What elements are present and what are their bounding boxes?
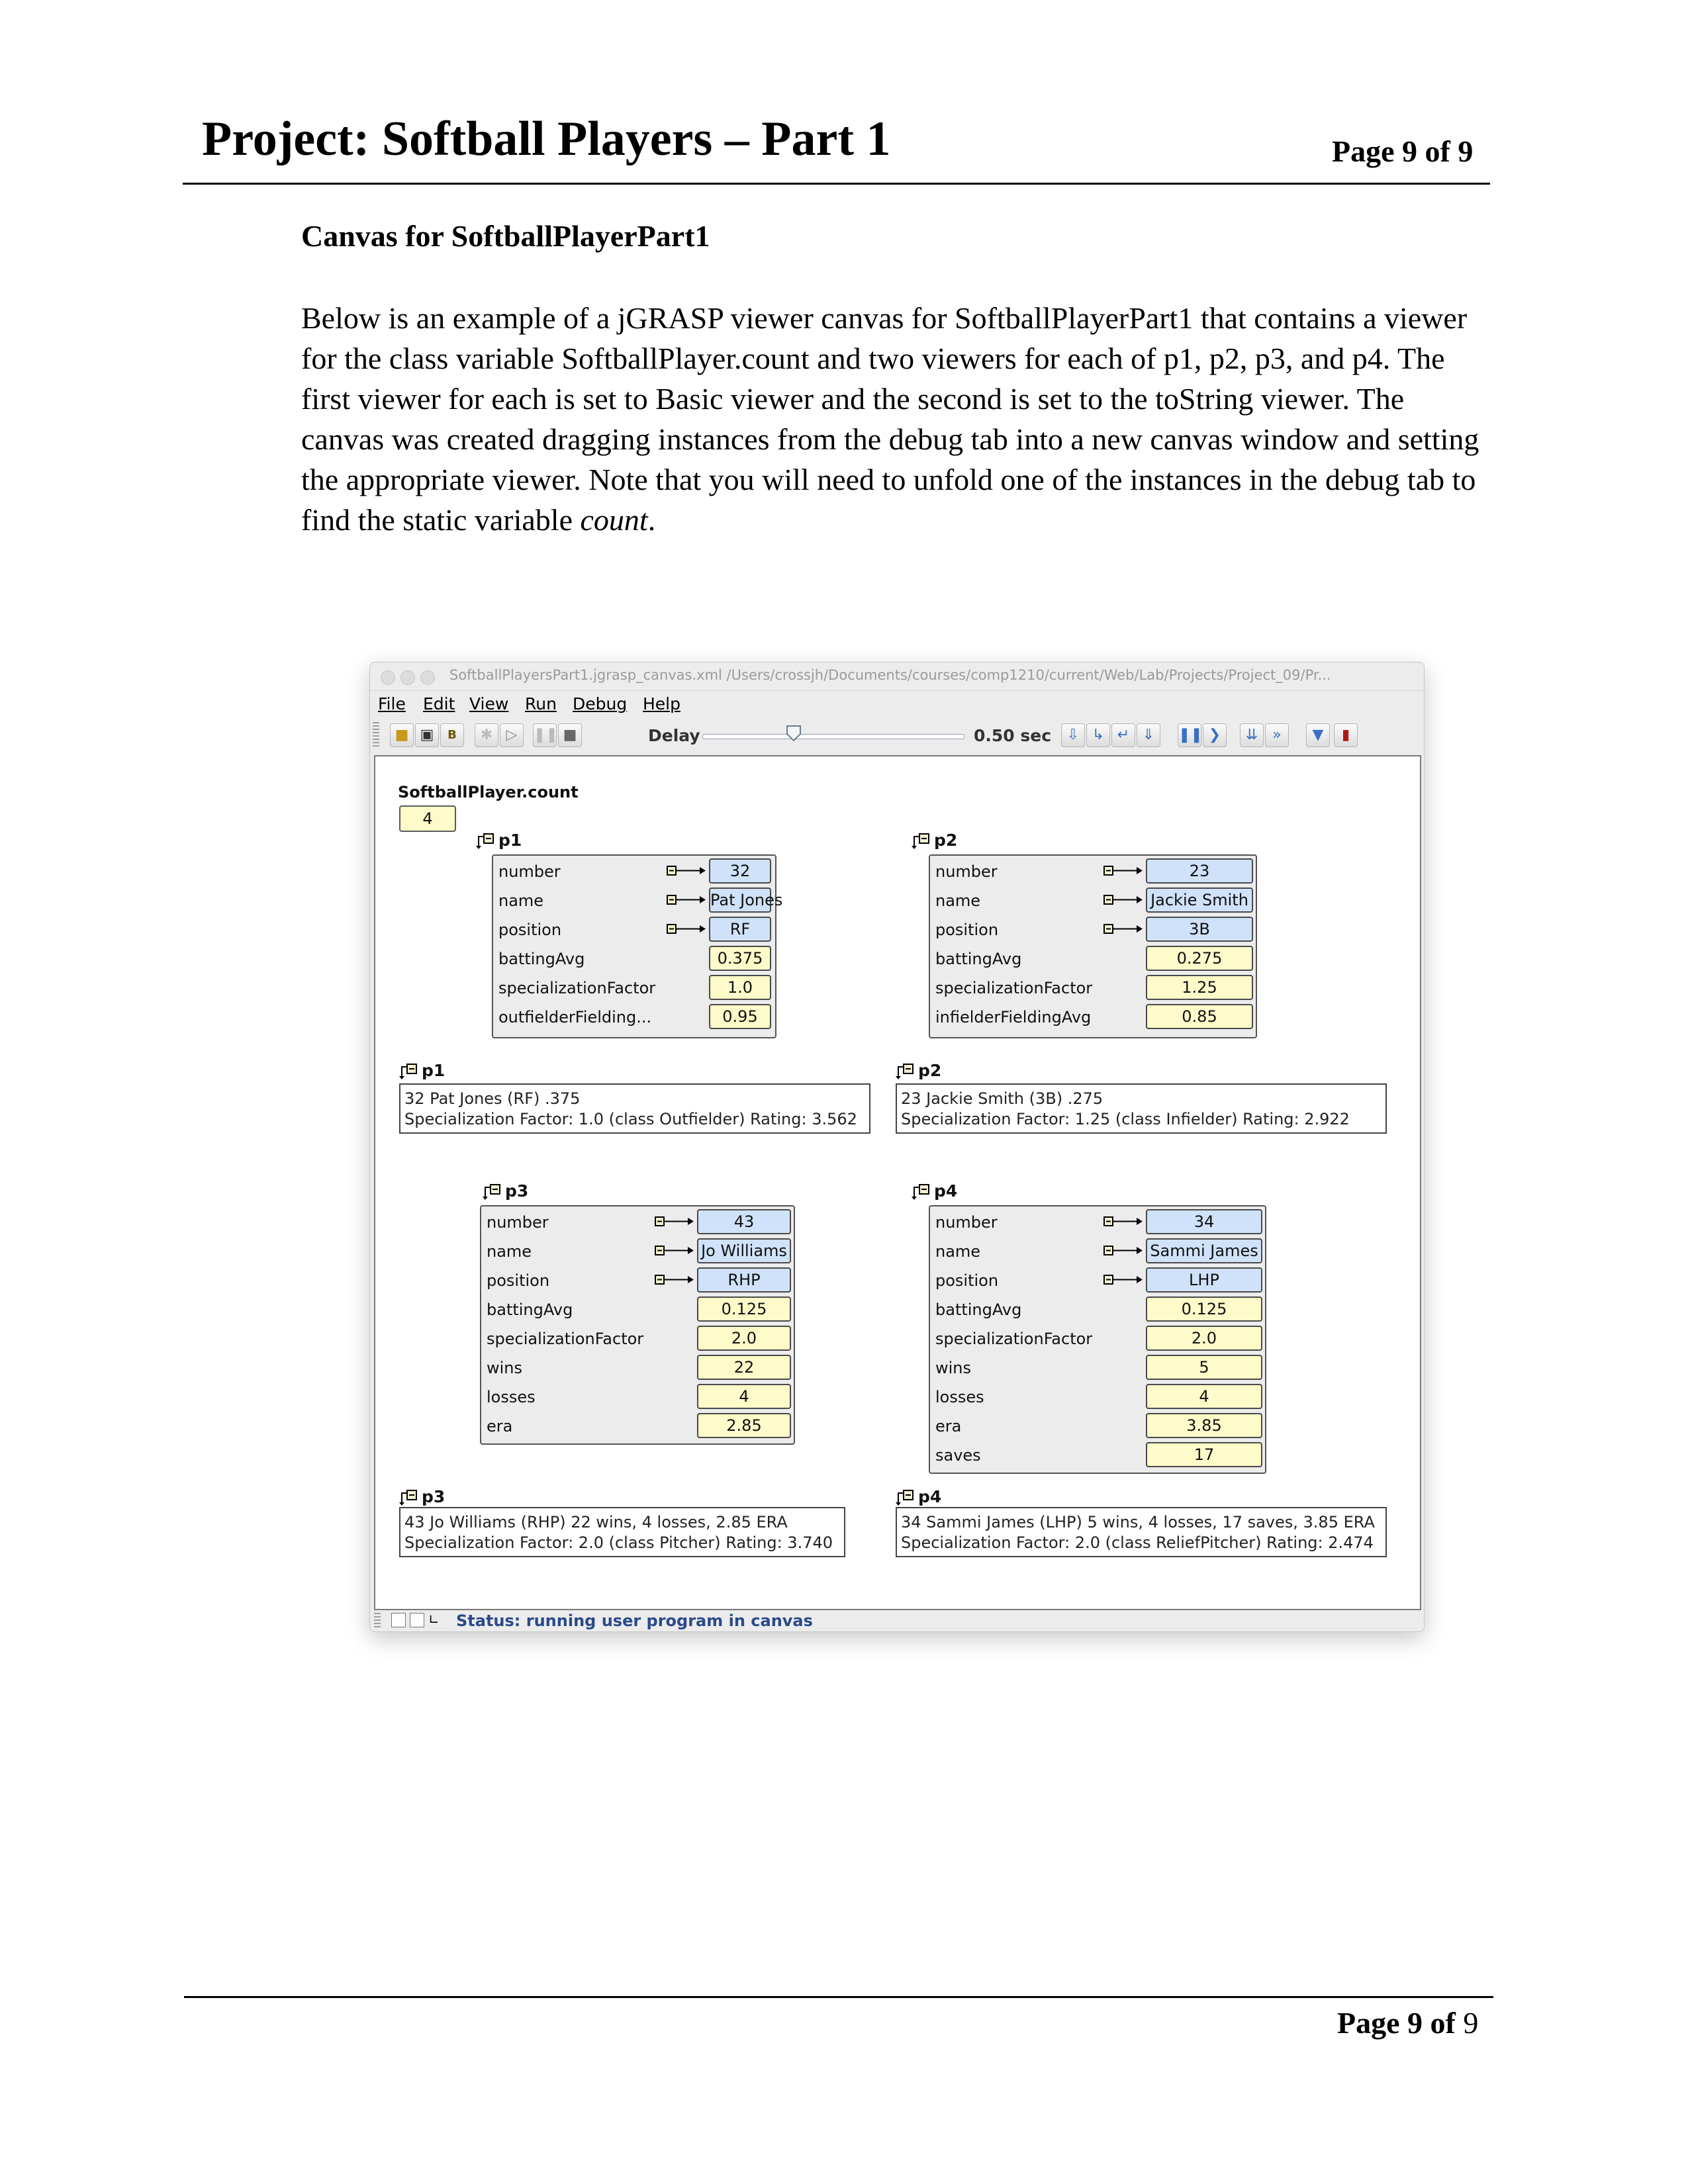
menu-help[interactable]: Help [643,694,680,713]
intro-emphasis: count [580,503,648,537]
basic-viewer-p1[interactable] [492,854,783,1038]
page-number-bottom: Page 9 of 9 [1337,2006,1479,2040]
basic-viewer-p3[interactable] [480,1205,795,1445]
field-name: number [498,862,561,881]
field-value[interactable]: 17 [1146,1442,1262,1467]
field-name: specializationFactor [935,979,1093,997]
delay-slider-thumb[interactable] [786,725,802,742]
field-name: wins [487,1359,523,1377]
viewer-drag-icon[interactable] [910,1183,934,1201]
field-value[interactable]: 2.85 [697,1413,791,1438]
viewer-label-p1-basic[interactable]: p1 [475,831,522,850]
field-value[interactable]: 1.25 [1146,975,1253,1000]
basic-viewer-p4[interactable] [929,1205,1266,1474]
suspend-icon[interactable]: ❚❚ [1178,723,1201,747]
field-row [930,1003,1256,1032]
reference-arrow-icon [655,1216,694,1228]
header-rule [183,183,1490,185]
tostring-line: Specialization Factor: 2.0 (class ReliefPitcher) Rating: 2.474 [901,1533,1374,1552]
reference-arrow-icon [1103,865,1143,877]
menu-debug[interactable]: Debug [573,694,628,713]
step-over-icon[interactable]: ⇩ [1061,723,1085,747]
intro-paragraph [301,298,1486,540]
play-icon[interactable]: ▷ [500,723,524,747]
viewer-drag-icon[interactable] [894,1063,918,1080]
viewer-drag-icon[interactable] [398,1063,422,1080]
toolbar [370,718,1424,752]
count-value[interactable]: 4 [399,805,456,832]
field-row [481,1412,794,1441]
field-name: specializationFactor [935,1330,1093,1348]
field-value[interactable]: 0.375 [709,946,771,971]
field-name: battingAvg [487,1300,573,1319]
field-name: era [487,1417,513,1435]
toolbar-grip[interactable] [373,722,379,749]
menu-view[interactable]: View [469,694,509,713]
field-row [930,1295,1265,1324]
tostring-viewer-p3[interactable] [399,1507,845,1557]
reference-arrow-icon [1103,894,1143,906]
field-value[interactable]: 43 [697,1209,791,1234]
field-row [930,974,1256,1003]
reference-arrow-icon [1103,1245,1143,1257]
field-row [481,1383,794,1412]
field-value[interactable]: Jackie Smith [1146,887,1253,913]
window-titlebar[interactable] [370,662,1424,691]
field-name: number [935,1213,998,1232]
footer-rule [184,1996,1493,1998]
field-row [493,944,775,974]
field-value[interactable]: 0.125 [697,1297,791,1322]
jgrasp-canvas-window [369,662,1425,1632]
count-label: SoftballPlayer.count [398,783,579,801]
field-row [481,1266,794,1295]
section-heading: Canvas for SoftballPlayerPart1 [301,219,710,253]
field-value[interactable]: 22 [697,1355,791,1380]
field-value[interactable]: 0.125 [1146,1297,1262,1322]
reference-arrow-icon [655,1274,694,1286]
intro-end: . [647,503,656,537]
save-icon[interactable]: ▣ [415,723,439,747]
field-value[interactable]: Jo Williams [697,1238,791,1263]
field-row [493,857,775,886]
reference-arrow-icon [655,1245,694,1257]
field-name: number [487,1213,549,1232]
viewer-drag-icon[interactable] [894,1489,918,1506]
field-row [481,1324,794,1353]
tostring-line: Specialization Factor: 1.25 (class Infielder) Rating: 2.922 [901,1110,1350,1128]
viewer-drag-icon[interactable] [481,1183,505,1201]
debug-run-icon[interactable]: ✱ [475,723,498,747]
field-value[interactable]: 2.0 [697,1326,791,1351]
field-value[interactable]: LHP [1146,1267,1262,1293]
field-value[interactable]: 5 [1146,1355,1262,1380]
viewer-label-p4-string[interactable]: p4 [894,1487,941,1506]
statusbar-grip[interactable] [374,1613,381,1627]
field-row [930,915,1256,944]
basic-viewer-p2[interactable] [929,854,1257,1038]
resume-icon[interactable]: ❯ [1203,723,1227,747]
field-row [930,944,1256,974]
field-value[interactable]: 4 [697,1384,791,1409]
field-row [930,1412,1265,1441]
delay-slider-track[interactable] [702,734,964,739]
viewer-label-p4-basic[interactable]: p4 [910,1181,957,1201]
viewer-label-p3-basic[interactable]: p3 [481,1181,528,1201]
menu-edit[interactable]: Edit [423,694,455,713]
reference-arrow-icon [667,865,706,877]
menu-run[interactable]: Run [525,694,557,713]
field-name: name [935,1242,981,1261]
tostring-viewer-p4[interactable] [896,1507,1387,1557]
bookmark-icon[interactable]: B [440,723,464,747]
status-bar [370,1610,1424,1630]
field-row [930,1208,1265,1237]
field-row [493,886,783,915]
field-name: saves [935,1446,981,1465]
step-out-icon[interactable]: ↵ [1111,723,1135,747]
tostring-line: 34 Sammi James (LHP) 5 wins, 4 losses, 17 saves, 3.85 ERA [901,1513,1375,1531]
run-to-cursor-icon[interactable]: ⇓ [1137,723,1160,747]
field-name: losses [487,1388,536,1406]
field-value[interactable]: RF [709,917,771,942]
viewer-drag-icon[interactable] [475,833,498,850]
reference-arrow-icon [1103,1216,1143,1228]
viewer-label-p3-string[interactable]: p3 [398,1487,445,1506]
field-row [930,1266,1265,1295]
field-value[interactable]: 4 [1146,1384,1262,1409]
field-name: position [487,1271,550,1290]
field-value[interactable]: 1.0 [709,975,771,1000]
tostring-viewer-p1[interactable] [399,1083,870,1134]
tostring-line: 32 Pat Jones (RF) .375 [404,1089,581,1108]
viewer-label-p2-basic[interactable]: p2 [910,831,957,850]
field-value[interactable]: RHP [697,1267,791,1293]
reference-arrow-icon [1103,1274,1143,1286]
field-value[interactable]: 0.95 [709,1004,771,1029]
field-row [930,1383,1265,1412]
delay-label: Delay [648,726,700,745]
field-name: position [935,921,999,939]
field-row [481,1208,794,1237]
field-value[interactable]: Sammi James [1146,1238,1262,1263]
field-name: battingAvg [935,950,1022,968]
field-name: era [935,1417,962,1435]
delay-value: 0.50 sec [974,726,1052,745]
field-row [481,1353,794,1383]
stop-icon[interactable]: ■ [558,723,582,747]
tostring-line: Specialization Factor: 1.0 (class Outfielder) Rating: 3.562 [404,1110,857,1128]
reference-arrow-icon [667,923,706,935]
field-row [493,915,775,944]
menu-file[interactable]: File [378,694,406,713]
stack-down-icon[interactable]: ▼ [1306,723,1330,747]
field-row [493,1003,775,1032]
blank-window-icon[interactable] [410,1613,424,1627]
field-name: specializationFactor [487,1330,644,1348]
close-window-button[interactable] [381,670,395,685]
end-program-icon[interactable]: ▮ [1334,723,1358,747]
auto-step-icon[interactable]: ⇊ [1240,723,1264,747]
intro-text: Below is an example of a jGRASP viewer canvas for SoftballPlayerPart1 that contains a viewer for the class variable SoftballPlayer.count and two viewers for each of p1, p2, p3, and p4. The first viewer for each is set to Basic viewer and the second is set to the toString viewer. The canvas was created dragging instances from the debug tab into a new canvas window and setting the appropriate viewer. Note that you will need to unfold one of the instances in the debug tab to find the static variable [301,301,1479,537]
viewer-label-p1-string[interactable]: p1 [398,1061,445,1080]
tostring-line: Specialization Factor: 2.0 (class Pitcher) Rating: 3.740 [404,1533,833,1552]
minimize-window-button[interactable] [400,670,415,685]
field-row [930,1353,1265,1383]
field-name: wins [935,1359,972,1377]
field-name: name [487,1242,532,1261]
field-value[interactable]: 0.85 [1146,1004,1253,1029]
field-value[interactable]: 0.275 [1146,946,1253,971]
menu-bar [370,692,1424,715]
field-value[interactable]: 3B [1146,917,1253,942]
tostring-line: 23 Jackie Smith (3B) .275 [901,1089,1103,1108]
field-row [930,1237,1265,1266]
step-in-icon[interactable]: ↳ [1086,723,1110,747]
field-name: outfielderFielding... [498,1008,652,1026]
field-row [481,1295,794,1324]
viewer-canvas[interactable] [374,755,1421,1610]
page-number-top: Page 9 of 9 [1332,134,1474,168]
field-row [930,1324,1265,1353]
field-value[interactable]: 23 [1146,858,1253,884]
field-row [493,974,775,1003]
field-name: battingAvg [498,950,585,968]
auto-resume-icon[interactable]: » [1265,723,1289,747]
field-name: name [498,891,544,910]
chart-icon[interactable]: ∟ [428,1612,440,1627]
reference-arrow-icon [667,894,706,906]
window-title: SoftballPlayersPart1.jgrasp_canvas.xml /Users/crossjh/Documents/courses/comp1210/current/Web/Lab/Projects/Project_09/Pr... [449,667,1331,683]
field-name: losses [935,1388,984,1406]
field-name: specializationFactor [498,979,656,997]
field-name: position [935,1271,999,1290]
field-value[interactable]: 2.0 [1146,1326,1262,1351]
viewer-label-p2-string[interactable]: p2 [894,1061,941,1080]
field-name: battingAvg [935,1300,1022,1319]
field-row [930,1441,1265,1470]
field-row [481,1237,794,1266]
page-title: Project: Softball Players – Part 1 [202,112,891,166]
viewer-drag-icon[interactable] [910,833,934,850]
field-name: infielderFieldingAvg [935,1008,1092,1026]
field-value[interactable]: Pat Jones [709,887,771,913]
viewer-drag-icon[interactable] [398,1489,422,1506]
field-name: position [498,921,562,939]
tostring-viewer-p2[interactable] [896,1083,1387,1134]
reference-arrow-icon [1103,923,1143,935]
field-name: number [935,862,998,881]
open-folder-icon[interactable]: ■ [390,723,414,747]
field-value[interactable]: 34 [1146,1209,1262,1234]
pause-icon[interactable]: ❚❚ [533,723,557,747]
status-text: Status: running user program in canvas [456,1612,813,1630]
field-value[interactable]: 32 [709,858,771,884]
field-row [930,857,1256,886]
tostring-line: 43 Jo Williams (RHP) 22 wins, 4 losses, 2.85 ERA [404,1513,788,1531]
zoom-window-button[interactable] [420,670,435,685]
field-row [930,886,1256,915]
canvas-window-icon[interactable] [391,1613,406,1627]
field-name: name [935,891,981,910]
field-value[interactable]: 3.85 [1146,1413,1262,1438]
